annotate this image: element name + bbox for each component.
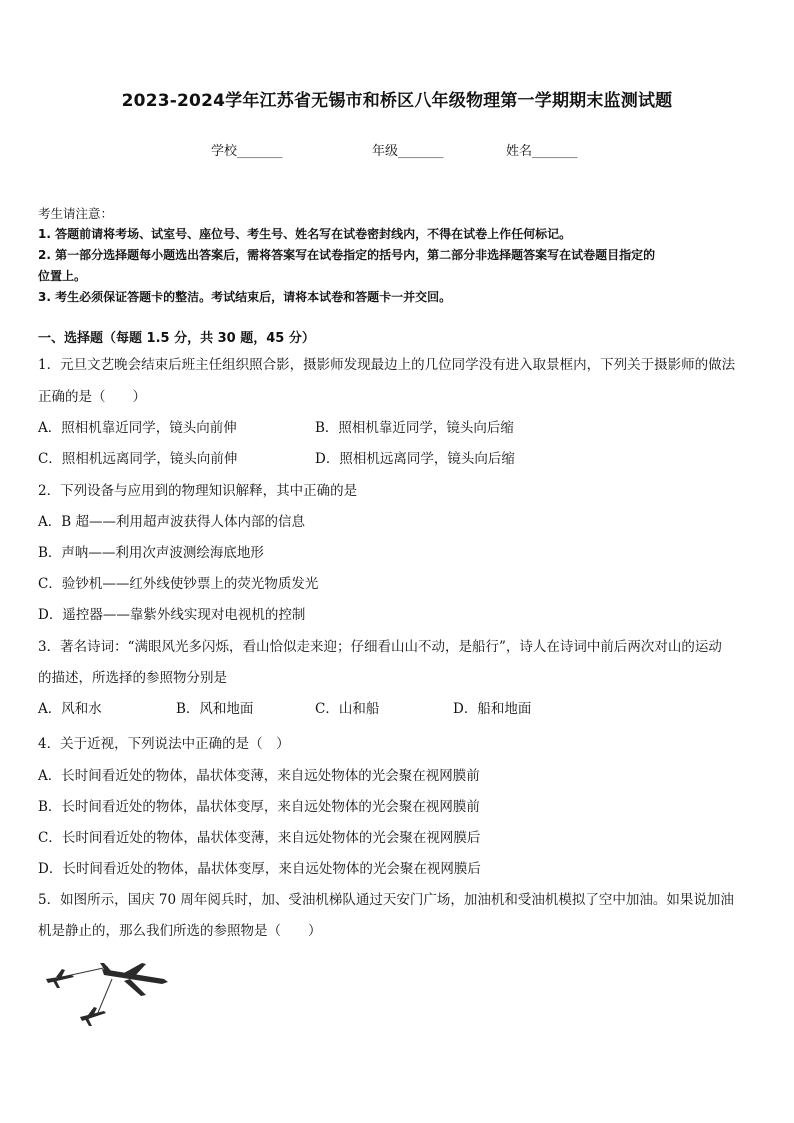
- notice-item-2: 2. 第一部分选择题每小题选出答案后，需将答案写在试卷指定的括号内，第二部分非选择题答案写在试卷题目指定的: [38, 248, 656, 262]
- question-1-option-a: A．照相机靠近同学，镜头向前伸: [38, 420, 237, 436]
- question-1-stem-cont: 正确的是（ ）: [38, 389, 146, 405]
- receiver-aircraft-2-icon: [80, 1007, 106, 1026]
- question-1-option-b: B．照相机靠近同学，镜头向后缩: [315, 420, 514, 436]
- question-2-option-a: A．B 超——利用超声波获得人体内部的信息: [38, 514, 305, 530]
- question-4-option-a: A．长时间看近处的物体，晶状体变薄，来自远处物体的光会聚在视网膜前: [38, 768, 480, 784]
- notice-item-3: 3. 考生必须保证答题卡的整洁。考试结束后，请将本试卷和答题卡一并交回。: [38, 290, 452, 304]
- question-3-stem: 3．著名诗词：“满眼风光多闪烁，看山恰似走来迎；仔细看山山不动，是船行”，诗人在诗词中前后两次对山的运动: [38, 639, 722, 655]
- question-3-option-d: D．船和地面: [453, 701, 532, 717]
- question-4-option-c: C．长时间看近处的物体，晶状体变薄，来自远处物体的光会聚在视网膜后: [38, 830, 481, 846]
- question-4-option-b: B．长时间看近处的物体，晶状体变厚，来自远处物体的光会聚在视网膜前: [38, 799, 480, 815]
- question-3-option-c: C．山和船: [315, 701, 380, 717]
- tanker-aircraft-icon: [100, 963, 168, 996]
- section-heading: 一、选择题（每题 1.5 分，共 30 题，45 分）: [38, 331, 315, 346]
- question-1-option-d: D．照相机远离同学，镜头向后缩: [315, 451, 515, 467]
- exam-notice: [38, 203, 758, 308]
- question-4-option-d: D．长时间看近处的物体，晶状体变厚，来自远处物体的光会聚在视网膜后: [38, 861, 481, 877]
- question-1-option-c: C．照相机远离同学，镜头向前伸: [38, 451, 238, 467]
- question-1-stem: 1．元旦文艺晚会结束后班主任组织照合影，摄影师发现最边上的几位同学没有进入取景框内，下列关于摄影师的做法: [38, 357, 736, 373]
- student-info-row: [0, 140, 794, 160]
- receiver-aircraft-icon: [46, 969, 74, 988]
- name-field: 姓名_______: [506, 144, 578, 159]
- question-2-option-c: C．验钞机——红外线使钞票上的荧光物质发光: [38, 576, 319, 592]
- question-2-option-b: B．声呐——利用次声波测绘海底地形: [38, 545, 264, 561]
- page-title: 2023-2024学年江苏省无锡市和桥区八年级物理第一学期期末监测试题: [121, 91, 673, 111]
- school-field: 学校_______: [211, 144, 283, 159]
- question-5-stem-cont: 机是静止的，那么我们所选的参照物是（ ）: [38, 923, 322, 939]
- notice-item-1: 1. 答题前请将考场、试室号、座位号、考生号、姓名写在试卷密封线内，不得在试卷上作任何标记。: [38, 227, 572, 241]
- aircraft-refueling-illustration: [42, 955, 172, 1030]
- question-3-option-a: A．风和水: [38, 701, 102, 717]
- grade-field: 年级_______: [372, 144, 444, 159]
- question-4-stem: 4．关于近视，下列说法中正确的是（ ）: [38, 736, 290, 752]
- notice-item-2-cont: 位置上。: [38, 269, 87, 283]
- question-5-stem: 5．如图所示，国庆 70 周年阅兵时，加、受油机梯队通过天安门广场，加油机和受油机模拟了空中加油。如果说加油: [38, 892, 734, 908]
- question-2-option-d: D．遥控器——靠紫外线实现对电视机的控制: [38, 607, 306, 623]
- question-2-stem: 2．下列设备与应用到的物理知识解释，其中正确的是: [38, 483, 358, 499]
- question-3-option-b: B．风和地面: [176, 701, 254, 717]
- notice-heading: 考生请注意：: [38, 206, 114, 221]
- question-3-stem-cont: 的描述，所选择的参照物分别是: [38, 670, 227, 686]
